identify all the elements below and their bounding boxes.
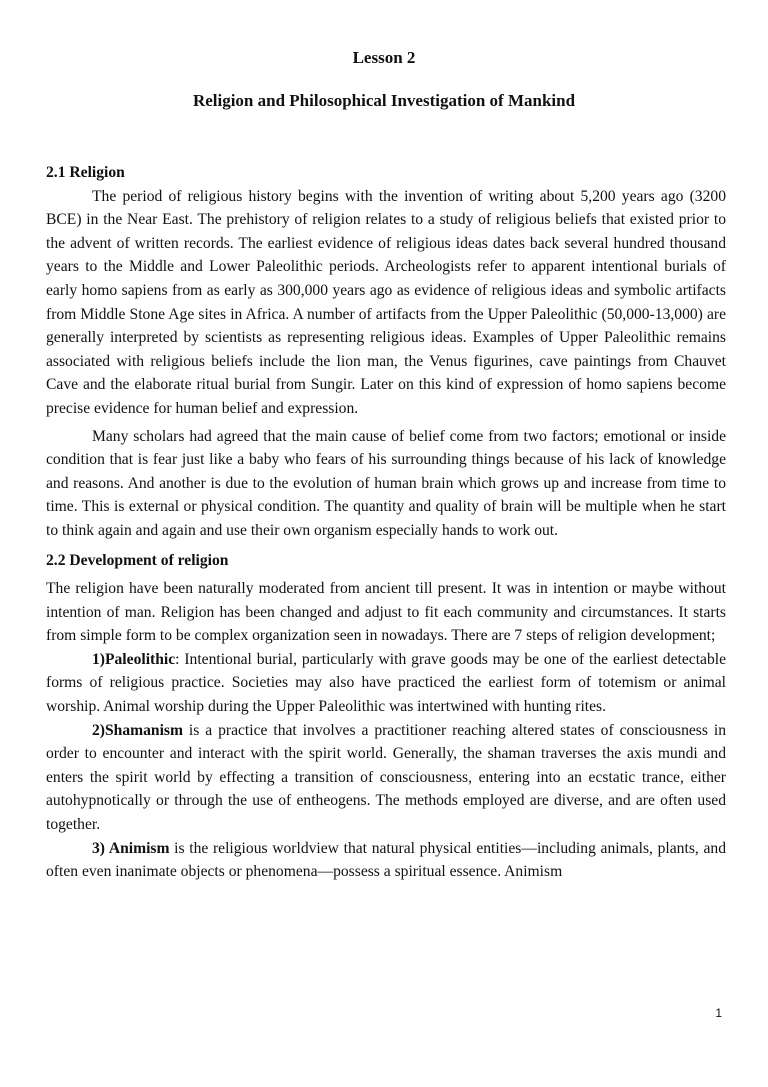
lesson-label: Lesson 2 [352,48,416,67]
list-item-label: 3) Animism [92,839,170,857]
list-item-label: 1)Paleolithic [92,650,176,668]
page-title: Religion and Philosophical Investigation of Mankind [192,91,576,110]
list-item-text: is the religious worldview that natural physical entities—including animals, plants, and often even inanimate objects or phenomena—possess a spiritual essence. Animism [46,839,726,881]
list-item-label: 2)Shamanism [92,721,183,739]
list-item [46,837,726,884]
section-heading-religion: 2.1 Religion [46,164,125,181]
paragraph: The religion have been naturally moderated from ancient till present. It was in intention or maybe without intention of man. Religion has been changed and adjust to fit each community and circumstances. It starts from simple form to be complex organization seen in nowadays. There are 7 steps of religion development; [46,580,726,645]
list-item-text: : Intentional burial, particularly with grave goods may be one of the earliest detectable forms of religious practice. Societies may also have practiced the earliest form of totemism or animal worship. Animal worship during the Upper Paleolithic was intertwined with hunting rites. [46,650,726,716]
list-item [46,648,726,719]
paragraph: Many scholars had agreed that the main cause of belief come from two factors; emotional or inside condition that is fear just like a baby who fears of his surrounding things because of his lack of knowledge and reasons. And another is due to the evolution of human brain which grows up and increase from time to time. This is external or physical condition. The quantity and quality of brain will be multiple when he start to think again and again and use their own organism especially hands to work out. [46,427,726,539]
list-item-text: is a practice that involves a practitioner reaching altered states of consciousness in order to encounter and interact with the spirit world. Generally, the shaman traverses the axis mundi and enters the spirit world by effecting a transition of consciousness, entering into an ecstatic trance, either autohypnotically or through the use of entheogens. The methods employed are diverse, and are often used together. [46,721,726,834]
document-body [46,161,726,884]
section-heading-development: 2.2 Development of religion [46,551,229,569]
page-number: 1 [715,1006,722,1020]
paragraph: The period of religious history begins with the invention of writing about 5,200 years ago (3200 BCE) in the Near East. The prehistory of religion relates to a study of religious beliefs that existed prior to the advent of written records. The earliest evidence of religious ideas dates back several hundred thousand years to the Middle and Lower Paleolithic periods. Archeologists refer to apparent intentional burials of early homo sapiens from as early as 300,000 years ago as evidence of religious ideas and symbolic artifacts from Middle Stone Age sites in Africa. A number of artifacts from the Upper Paleolithic (50,000-13,000) are generally interpreted by scientists as representing religious ideas. Examples of Upper Paleolithic remains associated with religious beliefs include the lion man, the Venus figurines, cave paintings from Chauvet Cave and the elaborate ritual burial from Sungir. Later on this kind of expression of homo sapiens become precise evidence for human belief and expression. [46,187,726,417]
list-item [46,719,726,837]
